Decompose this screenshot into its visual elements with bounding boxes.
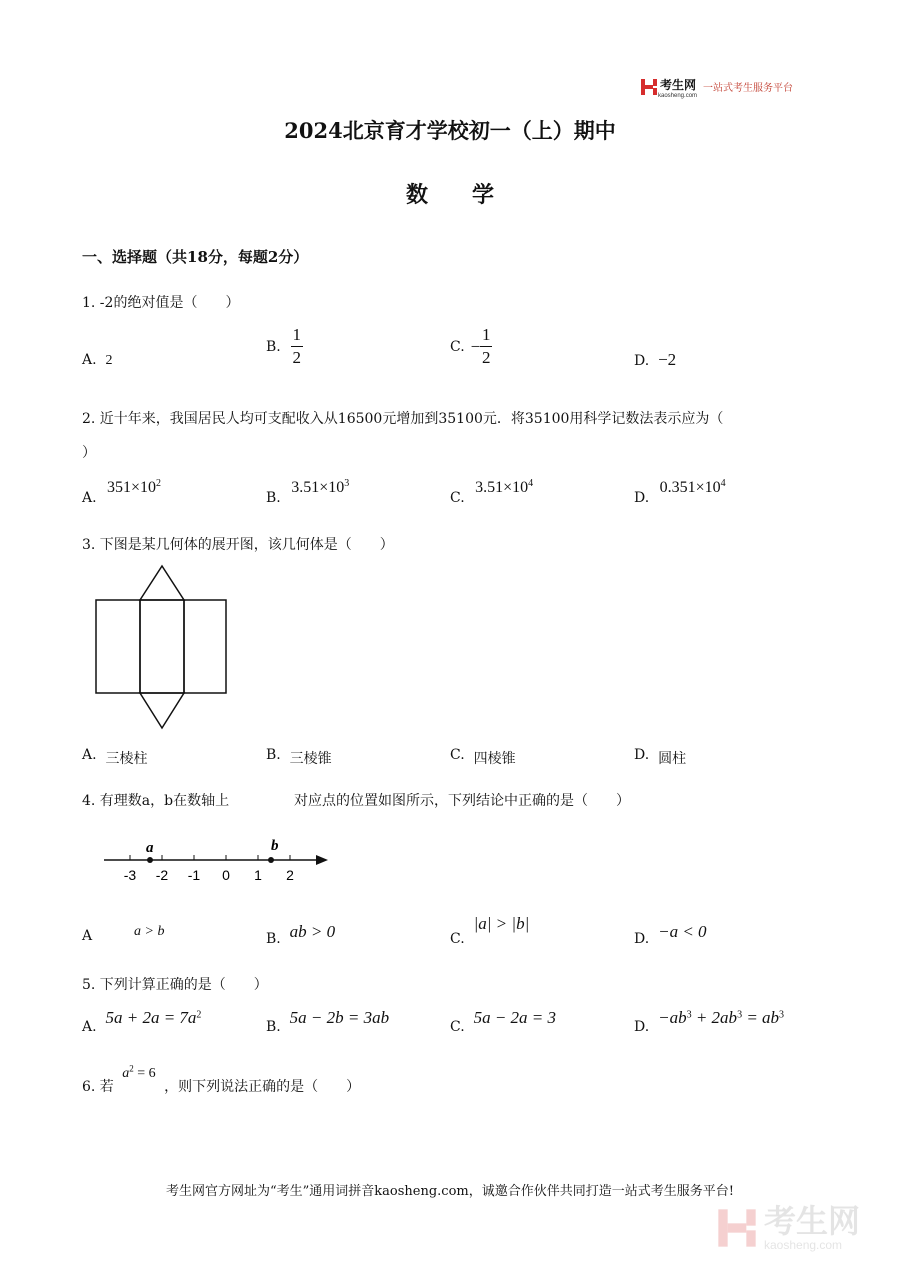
net-triangle-top: [140, 566, 184, 600]
tick-label: -3: [123, 867, 137, 883]
section-heading: 一、选择题（共18分，每题2分）: [82, 248, 309, 266]
watermark-name: 考生网: [764, 1202, 861, 1240]
brand-slogan: 一站式考生服务平台: [703, 83, 794, 94]
tick-label: 0: [222, 867, 230, 883]
q1-option-b: B. $\frac{1}{2}$: [266, 325, 301, 367]
fraction: $\frac{1}{2}$: [482, 325, 491, 367]
question-6-stem: 6. 若 $a^2 = 6$ ，则下列说法正确的是（ ）: [82, 1063, 361, 1095]
net-triangle-bottom: [140, 693, 184, 728]
number-line-arrow: [316, 855, 328, 865]
brand-url: kaosheng.com: [658, 93, 698, 99]
tick-label: 1: [254, 867, 262, 883]
q4-option-b: B. ab > 0: [266, 922, 336, 947]
question-4-stem-a: 4. 有理数a，b在数轴上: [82, 793, 230, 809]
prism-net-figure: [94, 564, 230, 732]
watermark-url: kaosheng.com: [764, 1238, 843, 1252]
q5-option-b: B. 5a − 2b = 3ab: [266, 1008, 390, 1035]
q1-option-d: D. −2: [634, 350, 677, 369]
tick-label: -2: [155, 867, 169, 883]
q2-option-c: C. $3.51\times 10^4$: [450, 478, 534, 506]
question-3-stem: 3. 下图是某几何体的展开图，该几何体是（ ）: [82, 537, 394, 553]
q4-option-d: D. −a < 0: [634, 922, 707, 947]
brand-logo-icon: [640, 78, 658, 96]
watermark: [716, 1204, 860, 1252]
question-1-stem: 1. -2的绝对值是（ ）: [82, 295, 240, 311]
watermark-logo-icon: [716, 1204, 758, 1252]
subject-title: 数 学: [405, 182, 494, 208]
q1-option-a: A. 2: [82, 352, 113, 368]
q2-option-b: B. $3.51\times 10^3$: [266, 478, 350, 506]
q5-option-c: C. 5a − 2a = 3: [450, 1008, 557, 1035]
q4-option-a-text: a > b: [134, 924, 165, 939]
q3-option-a: A. 三棱柱: [82, 747, 148, 767]
point-b-label: b: [271, 838, 279, 854]
footer-note: 考生网官方网址为“考生”通用词拼音kaosheng.com，诚邀合作伙伴共同打造一站式考生服务平台!: [166, 1184, 734, 1199]
q2-option-d: D. $0.351\times 10^4$: [634, 478, 726, 506]
q1-option-c: C. − $\frac{1}{2}$: [450, 325, 491, 367]
fraction: $\frac{1}{2}$: [292, 325, 301, 367]
net-face-middle: [140, 600, 184, 693]
number-line-figure: [100, 836, 332, 886]
point-a-label: a: [146, 840, 154, 856]
q3-option-d: D. 圆柱: [634, 747, 687, 767]
point-a-marker: [147, 857, 153, 863]
question-5-stem: 5. 下列计算正确的是（ ）: [82, 977, 268, 993]
brand-header: [640, 74, 793, 99]
question-2-stem-line1: 2. 近十年来，我国居民人均可支配收入从16500元增加到35100元．将35100用科学记数法表示应为（: [82, 411, 724, 427]
q3-option-b: B. 三棱锥: [266, 747, 332, 767]
q3-option-c: C. 四棱锥: [450, 747, 516, 767]
q4-option-c: C. |a| > |b|: [450, 914, 530, 947]
net-face-left: [96, 600, 140, 693]
q2-option-a: A. $351\times 10^2$: [82, 478, 162, 506]
point-b-marker: [268, 857, 274, 863]
tick-label: -1: [187, 867, 201, 883]
brand-name: 考生网: [660, 78, 697, 92]
q4-option-a-label: A: [82, 928, 93, 944]
q6-condition: $a^2 = 6$: [122, 1063, 156, 1081]
document-title: 2024北京育才学校初一（上）期中: [284, 118, 616, 143]
tick-label: 2: [286, 867, 294, 883]
q5-option-d: D. $-ab^3 + 2ab^3 = ab^3$: [634, 1008, 785, 1035]
q5-option-a: A. $5a + 2a = 7a^2$: [82, 1008, 202, 1035]
question-2-stem-line2: ）: [82, 445, 96, 461]
net-face-right: [184, 600, 226, 693]
question-4-stem-b: 对应点的位置如图所示，下列结论中正确的是（ ）: [294, 793, 630, 809]
